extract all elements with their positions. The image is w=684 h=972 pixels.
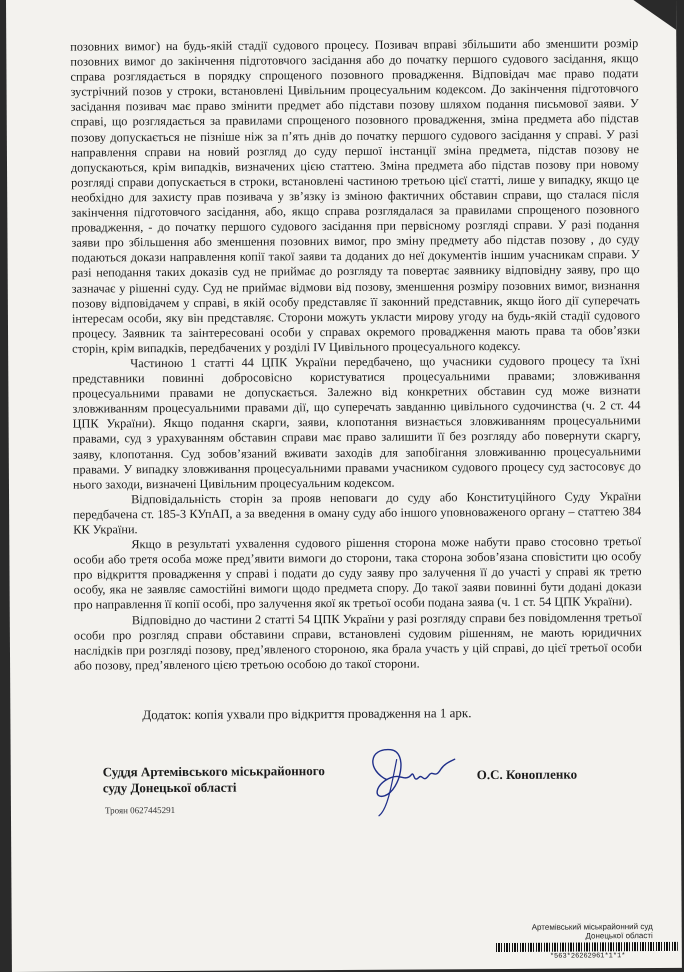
folded-corner (628, 0, 676, 30)
paragraph-5: Відповідно до частини 2 статті 54 ЦПК України у разі розгляду справи без повідомлення третьої особи про розгляд справи обставини справи, встановлені судовим рішенням, не мають юридичних наслідків при розгляді позову, пред’явленого стороною, яка брала участь у цій справі, до цієї третьої особи або позову, пред’явленого цією третьою особою до такої сторони. (73, 609, 643, 673)
court-stamp-line-2: Донецької області (585, 931, 653, 941)
court-stamp (532, 922, 653, 941)
handwritten-signature (357, 739, 457, 820)
paragraph-3: Відповідальність сторін за прояв неповаги до суду або Конституційного Суду України передбачена ст. 185-3 КУпАП, а за введення в оману суду або іншого уповноваженого органу – статтею 384 КК України. (73, 488, 642, 537)
paragraph-4: Якщо в результаті ухвалення судового рішення сторона може набути право стосовно третьої особи або третя особа може пред’явити вимоги до сторони, така сторона зобов’язана сповістити цю особу про відкриття провадження у справі і подати до суду заяву про залучення її до участі у справі як третю особу, яка не заявляє самостійні вимоги щодо предмета спору. До такої заяви повинні бути додані докази про направлення її копії особі, про залучення якої як третьої особи подана заява (ч. 1 ст. 54 ЦПК України). (73, 534, 642, 613)
judge-title-line-1: Суддя Артемівського міськрайонного (102, 763, 325, 780)
barcode-number: *563*26262961*1*1* (549, 952, 626, 961)
phone-note: Троян 0627445291 (104, 804, 176, 816)
judge-title-line-2: суду Донецької області (102, 779, 237, 796)
judge-title (103, 763, 325, 796)
attachment-note: Додаток: копія ухвали про відкриття провадження на 1 арк. (142, 705, 472, 723)
barcode (496, 942, 678, 952)
judge-name: О.С. Конопленко (476, 766, 578, 783)
document-body (70, 36, 642, 673)
paragraph-2: Частиною 1 статті 44 ЦПК України передбачено, що учасники судового процесу та їхні представники повинні добросовісно користуватися процесуальними правами; зловживання процесуальними правами не допускається. Залежно від конкретних обставин суд може визнати зловживанням процесуальними правами дії, що суперечать завданню цивільного судочинства (ч. 2 ст. 44 ЦПК України). Якщо подання скарги, заяви, клопотання визнається зловживанням процесуальними правами, суд з урахуванням обставин справи має право залишити її без розгляду або повернути скаргу, заяву, клопотання. Суд зобов’язаний вживати заходів для запобігання зловживанню процесуальними правами. У випадку зловживання процесуальними правами учасником судового процесу суд застосовує до нього заходи, визначені Цивільним процесуальним кодексом. (72, 353, 641, 492)
court-stamp-line-1: Артемівський міськрайонний суд (531, 922, 653, 932)
paragraph-1: позовних вимог) на будь-якій стадії судового процесу. Позивач вправі збільшити або зменшити розмір позовних вимог до закінчення підготовчого засідання або до початку першого судового засідання, якщо справа розглядається в порядку спрощеного позовного провадження. Відповідач має право подати зустрічний позов у строки, встановлені Цивільним процесуальним кодексом. До закінчення підготовчого засідання позивач має право змінити предмет або підстави позову шляхом подання письмової заяви. У справі, що розглядається за правилами спрощеного позовного провадження, зміна предмета або підстав позову допускається не пізніше ніж за п’ять днів до початку першого судового засідання у справі. У разі направлення справи на новий розгляд до суду першої інстанції зміна предмета, підстав позову не допускаються, крім випадків, визначених цією статтею. Зміна предмета або підстав позову при новому розгляді справи допускається в строки, встановлені частиною третьою цієї статті, лише у випадку, якщо це необхідно для захисту прав позивача у зв’язку із зміною фактичних обставин справи, що сталася після закінчення підготовчого засідання, або, якщо справа розглядалася за правилами спрощеного позовного провадження, - до початку першого судового засідання при первісному розгляді справи. У разі подання заяви про збільшення або зменшення позовних вимог, про зміну предмету або підстав позову , до суду подаються докази направлення копії такої заяви та доданих до неї документів іншим учасникам справи. У разі неподання таких доказів суд не приймає до розгляду та повертає заявнику відповідну заяву, про що зазначає у рішенні суду. Суд не приймає відмови від позову, зменшення розміру позовних вимог, визнання позову відповідачем у справі, в якій особу представляє її законний представник, якщо його дії суперечать інтересам особи, яку він представляє. Сторони можуть укласти мирову угоду на будь-якій стадії судового процесу. Заявник та заінтересовані особи у справах окремого провадження мають права та обов’язки сторін, крім випадків, передбачених у розділі IV Цивільного процесуального кодексу. (70, 36, 641, 356)
document-page (6, 0, 682, 972)
